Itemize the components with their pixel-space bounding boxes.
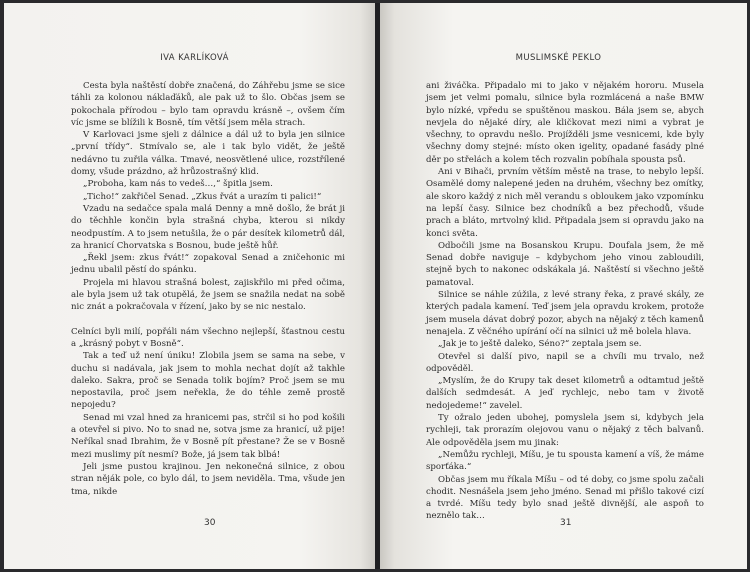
paragraph: Otevřel si další pivo, napil se a chvíli mu trvalo, než odpověděl. <box>426 351 704 374</box>
paragraph: Senad mi vzal hned za hranicemi pas, strčil si ho pod košili a otevřel si pivo. No to snad ne, sotva jsme za hranicí, už pije! Neříkal snad Ibrahim, že v Bosně pít přestane? Že se v Bosně mezi muslimy pít nesmí? Bože, já jsem tak blbá! <box>71 412 345 460</box>
paragraph: „Myslím, že do Krupy tak deset kilometrů a odtamtud ještě dalších sedmdesát. A jeď rychlejc, nebo tam v životě nedojedeme!“ zavelel. <box>426 376 704 411</box>
paragraph: V Karlovaci jsme sjeli z dálnice a dál už to byla jen silnice „první třídy“. Stmívalo se, ale i tak bylo vidět, že ještě nedávno tu zuřila válka. Tmavé, neosvětlené ulice, rozstřílené domy, všude prázdno, až hrůzostrašný klid. <box>71 130 345 178</box>
left-page-text <box>71 80 345 498</box>
paragraph: Ty ožralo jeden ubohej, pomyslela jsem si, kdybych jela rychleji, tak prorazím olejovou vanu o nějaký z těch balvanů. Ale odpověděla jsem mu jinak: <box>426 413 704 448</box>
paragraph: Odbočili jsme na Bosanskou Krupu. Doufala jsem, že mě Senad dobře naviguje – kdybychom jeho vinou zabloudili, stejně bych to nakonec odskákala já. Naštěstí si všechno ještě pamatoval. <box>426 240 704 288</box>
left-page-number: 30 <box>204 518 216 528</box>
paragraph: „Jak je to ještě daleko, Séno?“ zeptala jsem se. <box>438 339 642 350</box>
paragraph: Cesta byla naštěstí dobře značená, do Záhřebu jsme se sice táhli za kolonou náklaďáků, ale pak už to šlo. Občas jsem se pokochala přírodou – bylo tam opravdu krásně –, ovšem čím víc jsme se blížili k Bosně, tím větší jsem měla strach. <box>71 81 345 128</box>
paragraph: „Řekl jsem: zkus řvát!“ zopakoval Senad a zničehonic mi jednu ubalil pěstí do spánku. <box>71 253 345 276</box>
right-page <box>380 3 747 569</box>
right-page-text <box>426 80 704 523</box>
paragraph: Jeli jsme pustou krajinou. Jen nekonečná silnice, z obou stran něják pole, co bylo dál, to jsem neviděla. Tma, všude jen tma, nikde <box>71 461 345 497</box>
paragraph: Vzadu na sedačce spala malá Denny a mně došlo, že brát ji do těchhle končin byla strašná chyba, kterou si nikdy neodpustím. A to jsem netušila, že o pár desítek kilometrů dál, za hranicí Chorvatska s Bosnou, bude ještě hůř. <box>71 203 345 251</box>
paragraph: „Proboha, kam nás to vedeš…,“ špitla jsem. <box>83 179 273 190</box>
paragraph: „Nemůžu rychleji, Míšu, je tu spousta kamení a víš, že máme sporťáka.“ <box>426 449 704 473</box>
paragraph: Celníci byli milí, popřáli nám všechno nejlepší, šťastnou cestu a „krásný pobyt v Bosně“. <box>71 326 345 349</box>
paragraph: Občas jsem mu říkala Míšu – od té doby, co jsme spolu začali chodit. Nesnášela jsem jeho jméno. Senad mi přišlo takové cizí a tvrdé. Míšu tedy bylo snad ještě divnější, ale aspoň to neznělo tak… <box>426 474 704 522</box>
open-book <box>4 3 747 569</box>
left-running-head: IVA KARLÍKOVÁ <box>160 53 229 63</box>
paragraph: Projela mi hlavou strašná bolest, zajiskřilo mi před očima, ale byla jsem už tak otupělá, že jsem se snažila nedat na sobě nic znát a pokračovala v řízení, jako by se nic nestalo. <box>71 277 345 313</box>
paragraph: ani živáčka. Připadalo mi to jako v nějakém hororu. Musela jsem jet velmi pomalu, silnice byla rozmlácená a naše BMW bylo nízké, vpředu se spuštěnou maskou. Bála jsem se, abych nevjela do nějaké díry, ale kličkovat mezi nimi a vybrat je všechny, to opravdu nešlo. Projížděli jsme vesnicemi, kde byly všechny domy stejné: místo oken igelity, opadané fasády plné děr po střelách a kolem těch rozvalin pobíhala spousta psů. <box>426 81 704 165</box>
left-page <box>4 3 375 569</box>
right-running-head: MUSLIMSKÉ PEKLO <box>515 53 602 63</box>
right-page-number: 31 <box>560 518 572 528</box>
paragraph: Tak a teď už není úniku! Zlobila jsem se sama na sebe, v duchu si nadávala, jak jsem to mohla nechat dojít až takhle daleko. Sakra, proč se Senada tolik bojím? Proč jsem se mu nepostavila, proč jsem neřekla, že do téhle země prostě nepojedu? <box>71 351 345 411</box>
paragraph: „Ticho!“ zakřičel Senad. „Zkus řvát a urazím ti palici!“ <box>83 191 322 202</box>
paragraph: Ani v Bihači, prvním větším městě na trase, to nebylo lepší. Osamělé domy nalepené jeden na druhém, všechny bez omítky, ale skoro každý z nich měl verandu s obloukem jako vzpomínku na lepší časy. Silnice bez chodníků a bez přechodů, všude prach a bláto, mrtvolný klid. Připadala jsem si opravdu jako na konci světa. <box>426 167 704 239</box>
paragraph: Silnice se náhle zúžila, z levé strany řeka, z pravé skály, ze kterých padala kamení. Teď jsem jela opravdu krokem, protože jsem musela dávat dobrý pozor, abych na nějaký z těch kamenů nenajela. Z věčného upírání očí na silnici už mě bolela hlava. <box>426 290 704 337</box>
